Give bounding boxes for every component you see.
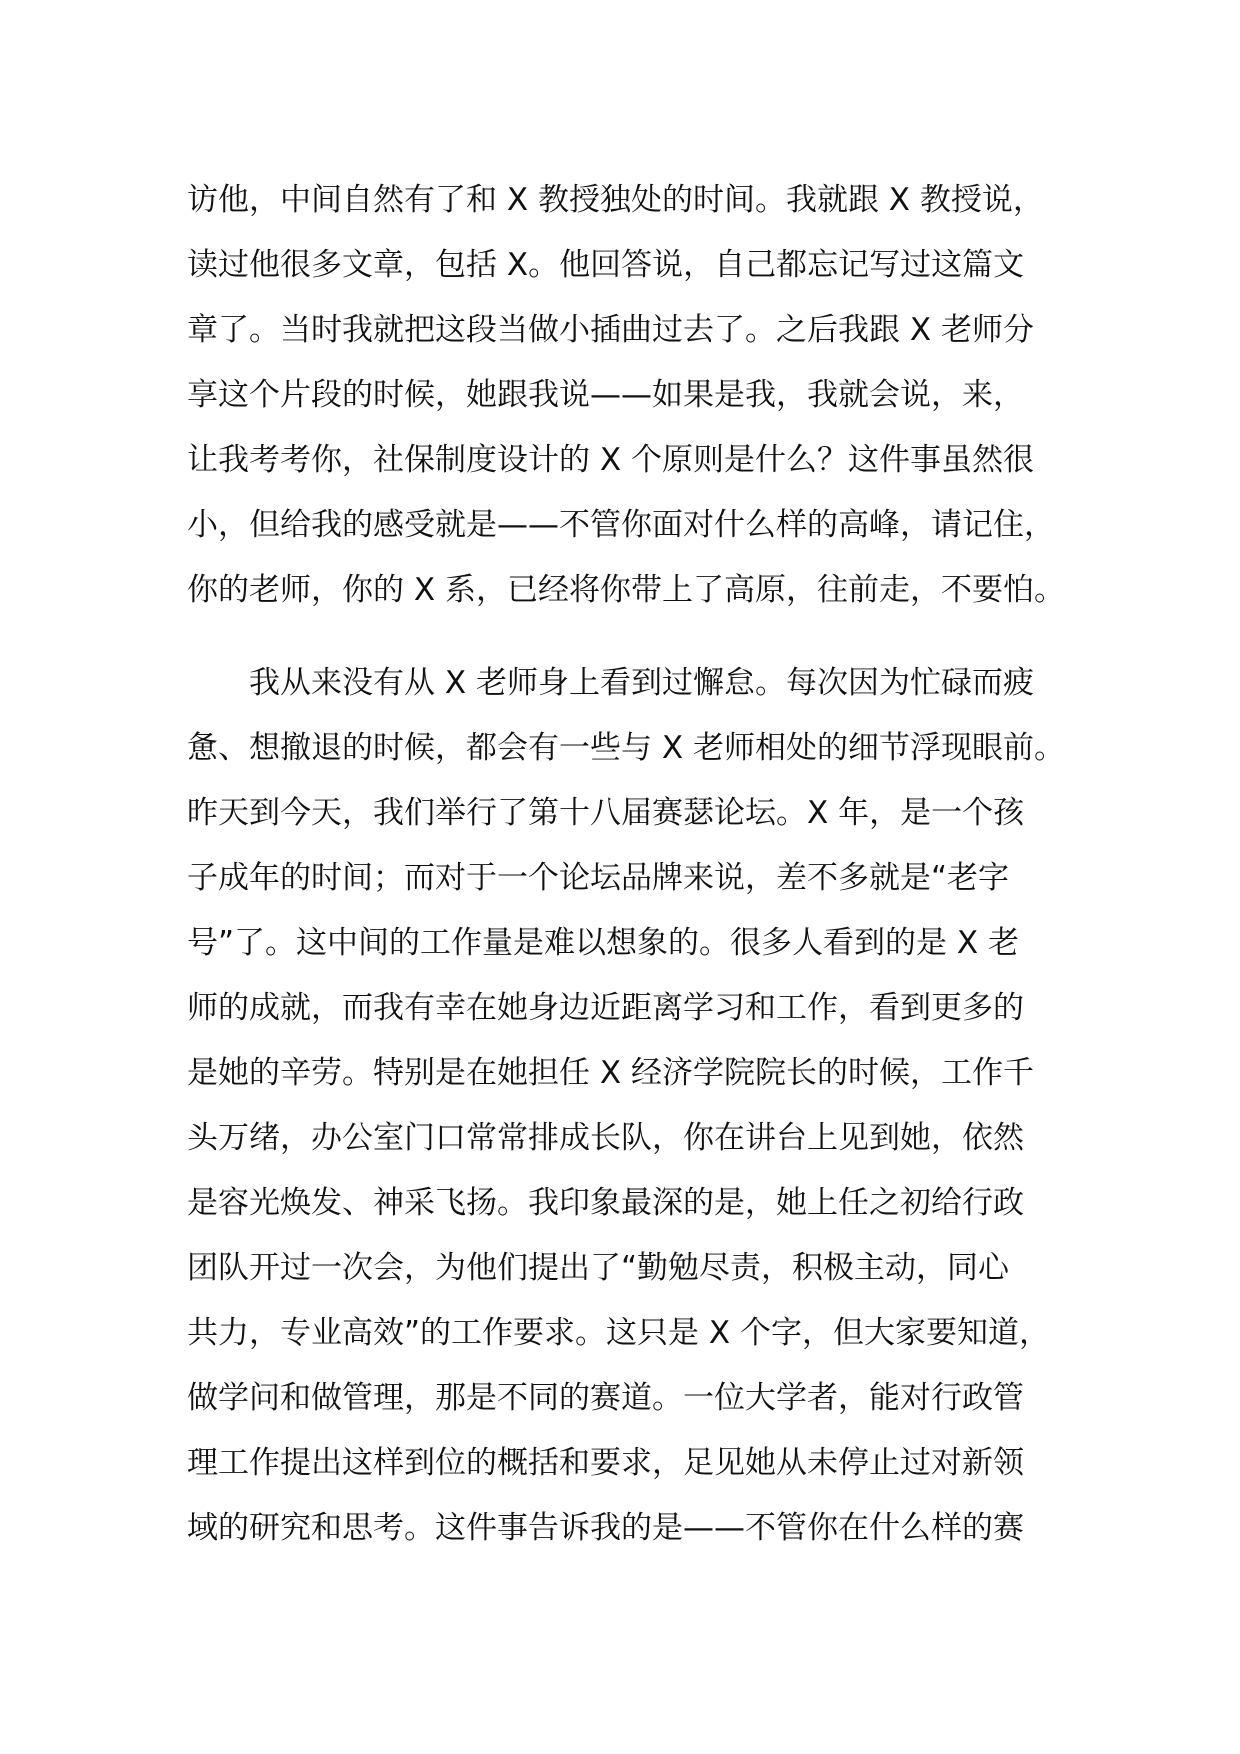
paragraph-line: 师的成就，而我有幸在她身边近距离学习和工作，看到更多的 (187, 990, 1024, 1026)
paragraph-line: 子成年的时间；而对于一个论坛品牌来说，差不多就是“老字 (187, 860, 1010, 896)
paragraph-line: 访他，中间自然有了和 X 教授独处的时间。我就跟 X 教授说， (187, 182, 1044, 218)
paragraph-line: 我从来没有从 X 老师身上看到过懈怠。每次因为忙碌而疲 (187, 665, 1034, 701)
paragraph-line: 小，但给我的感受就是——不管你面对什么样的高峰，请记住， (187, 507, 1055, 543)
paragraph-line: 让我考考你，社保制度设计的 X 个原则是什么？这件事虽然很 (187, 442, 1034, 478)
paragraph-line: 惫、想撤退的时候，都会有一些与 X 老师相处的细节浮现眼前。 (187, 730, 1065, 766)
paragraph-line: 你的老师，你的 X 系，已经将你带上了高原，往前走，不要怕。 (187, 572, 1065, 608)
paragraph-1 (187, 168, 1087, 623)
paragraph-line: 头万绪，办公室门口常常排成长队，你在讲台上见到她，依然 (187, 1120, 1024, 1156)
paragraph-line: 章了。当时我就把这段当做小插曲过去了。之后我跟 X 老师分 (187, 312, 1034, 348)
paragraph-line: 是她的辛劳。特别是在她担任 X 经济学院院长的时候，工作千 (187, 1055, 1034, 1091)
paragraph-line: 是容光焕发、神采飞扬。我印象最深的是，她上任之初给行政 (187, 1185, 1024, 1221)
paragraph-line: 号”了。这中间的工作量是难以想象的。很多人看到的是 X 老 (187, 925, 1020, 961)
paragraph-line: 团队开过一次会，为他们提出了“勤勉尽责，积极主动，同心 (187, 1250, 1010, 1286)
paragraph-line: 理工作提出这样到位的概括和要求，足见她从未停止过对新领 (187, 1445, 1024, 1481)
paragraph-line: 昨天到今天，我们举行了第十八届赛瑟论坛。X 年，是一个孩 (187, 795, 1025, 831)
paragraph-2 (187, 651, 1087, 1561)
paragraph-line: 享这个片段的时候，她跟我说——如果是我，我就会说，来， (187, 377, 1024, 413)
paragraph-line: 做学问和做管理，那是不同的赛道。一位大学者，能对行政管 (187, 1380, 1024, 1416)
paragraph-line: 域的研究和思考。这件事告诉我的是——不管你在什么样的赛 (187, 1510, 1024, 1546)
paragraph-line: 读过他很多文章，包括 X。他回答说，自己都忘记写过这篇文 (187, 247, 1025, 283)
paragraph-line: 共力，专业高效”的工作要求。这只是 X 个字，但大家要知道， (187, 1315, 1051, 1351)
